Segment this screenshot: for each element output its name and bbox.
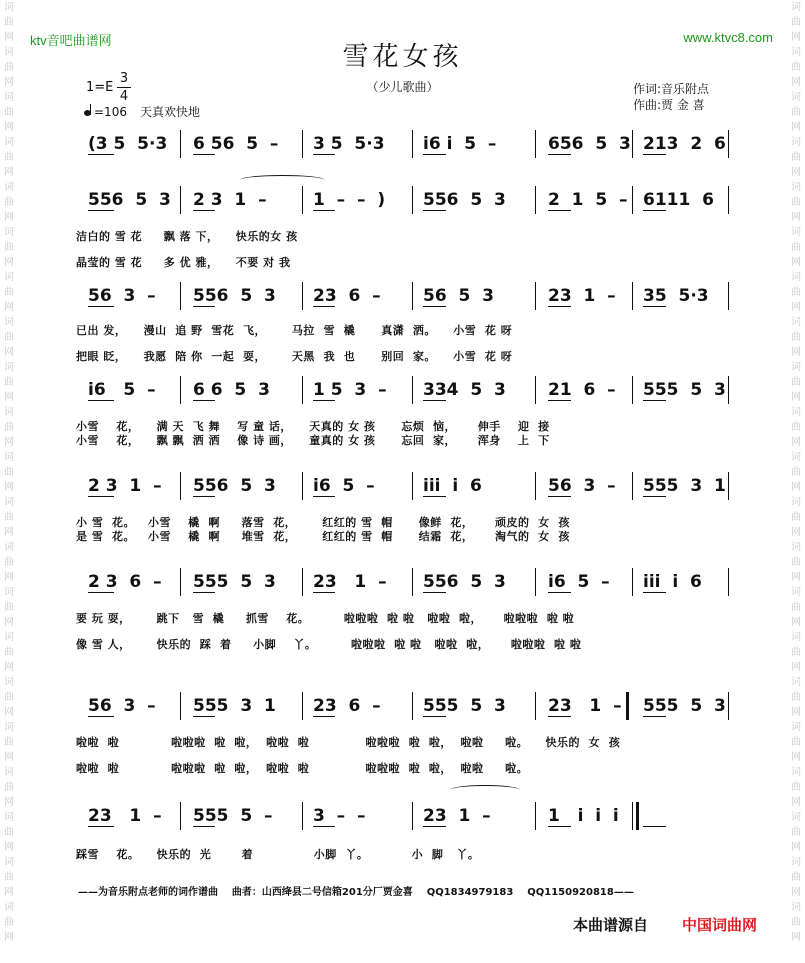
final-barline-thick — [636, 802, 639, 830]
score-measure: 556 5 3 — [423, 190, 506, 210]
beam-underline — [643, 154, 666, 155]
barline — [302, 376, 303, 404]
score-row — [80, 376, 730, 404]
barline — [302, 568, 303, 596]
watermark-right: www.ktvc8.com — [683, 30, 773, 45]
score-measure: 556 5 3 — [193, 476, 276, 496]
score-measure: 556 5 3 — [88, 190, 171, 210]
score-measure: 21 6 – — [548, 380, 616, 400]
barline — [535, 186, 536, 214]
beam-underline — [423, 306, 446, 307]
score-measure: 555 3 1 — [193, 696, 276, 716]
barline — [180, 568, 181, 596]
lyric-line: 像 雪 人， 快乐的 踩 着 小脚 丫。 啦啦啦 啦 啦 啦啦 啦， 啦啦啦 啦 啦 — [76, 638, 582, 651]
beam-underline — [313, 716, 335, 717]
score-measure: 1 – – ) — [313, 190, 386, 210]
time-sig-top: 3 — [119, 71, 129, 86]
score-measure: 656 5 3 — [548, 134, 631, 154]
lyric-line: 是 雪 花。 小雪 橇 啊 堆雪 花， 红红的 雪 帽 结霜 花， 淘气的 女 孩 — [76, 530, 570, 543]
barline — [412, 130, 413, 158]
barline — [180, 802, 181, 830]
beam-underline — [193, 154, 215, 155]
final-barline-thin — [632, 802, 633, 830]
score-measure: 555 5 3 — [643, 696, 726, 716]
barline — [180, 692, 181, 720]
barline — [535, 692, 536, 720]
barline — [728, 692, 729, 720]
beam-underline — [88, 496, 114, 497]
time-sig-bottom: 4 — [119, 89, 129, 104]
barline — [412, 692, 413, 720]
beam-underline — [193, 400, 215, 401]
lyric-line: 小雪 花， 飘 飘 洒 洒 像 诗 画， 童真的 女 孩 忘回 家， 浑身 上 下 — [76, 434, 550, 447]
score-measure: 556 5 3 — [193, 286, 276, 306]
beam-underline — [313, 210, 335, 211]
barline — [302, 282, 303, 310]
beam-underline — [423, 400, 446, 401]
score-row — [80, 692, 730, 720]
beam-underline — [548, 496, 571, 497]
lyric-line: 把眼 眨， 我愿 陪 你 一起 耍， 天黑 我 也 别回 家。 小雪 花 呀 — [76, 350, 513, 363]
score-measure: 2 3 1 – — [88, 476, 162, 496]
beam-underline — [313, 306, 335, 307]
beam-underline — [88, 826, 114, 827]
beam-underline — [548, 306, 571, 307]
composer-credit: 作曲:贾 金 喜 — [633, 98, 705, 112]
beam-underline — [548, 826, 571, 827]
beam-underline — [643, 496, 666, 497]
score-measure: 35 5·3 — [643, 286, 709, 306]
barline — [180, 376, 181, 404]
side-watermark-left: 词 曲 网 词 曲 网 词 曲 网 词 曲 网 词 曲 网 词 曲 网 词 曲 网 词 曲 网 词 曲 网 词 曲 网 词 曲 网 词 曲 网 词 曲 网 词 曲 网 词 曲 网 词 曲 网 词 曲 网 词 曲 网 词 曲 网 词 曲 网 词 曲 网 — [4, 2, 14, 943]
beam-underline — [193, 306, 215, 307]
barline — [180, 472, 181, 500]
score-measure: iii i 6 — [423, 476, 482, 496]
beam-underline — [313, 826, 335, 827]
beam-underline — [548, 400, 571, 401]
score-measure: 23 1 – — [313, 572, 387, 592]
beam-underline — [193, 496, 215, 497]
watermark-left: ktv音吧曲谱网 — [30, 33, 112, 48]
side-watermark-right: 词 曲 网 词 曲 网 词 曲 网 词 曲 网 词 曲 网 词 曲 网 词 曲 网 词 曲 网 词 曲 网 词 曲 网 词 曲 网 词 曲 网 词 曲 网 词 曲 网 词 曲 网 词 曲 网 词 曲 网 词 曲 网 词 曲 网 词 曲 网 词 曲 网 — [791, 2, 801, 943]
score-row — [80, 186, 730, 214]
lyricist-credit: 作词:音乐附点 — [633, 82, 710, 96]
barline — [632, 472, 633, 500]
beam-underline — [313, 400, 335, 401]
lyric-line: 小雪 花， 满 天 飞 舞 写 童 话， 天真的 女 孩 忘烦 恼， 伸手 迎 接 — [76, 420, 550, 433]
score-row — [80, 130, 730, 158]
barline — [302, 472, 303, 500]
tempo-mark — [84, 104, 127, 119]
beam-underline — [643, 826, 666, 827]
score-measure: 56 3 – — [548, 476, 616, 496]
score-measure: 23 1 – — [548, 696, 622, 716]
beam-underline — [423, 716, 446, 717]
beam-underline — [643, 716, 666, 717]
beam-underline — [423, 592, 446, 593]
beam-underline — [193, 210, 215, 211]
beam-underline — [193, 716, 215, 717]
barline — [302, 186, 303, 214]
beam-underline — [193, 826, 215, 827]
barline — [412, 376, 413, 404]
beam-underline — [548, 210, 571, 211]
beam-underline — [643, 592, 666, 593]
source-label: 本曲谱源自 — [573, 916, 649, 934]
score-measure: 555 5 – — [193, 806, 273, 826]
beam-underline — [643, 400, 666, 401]
score-measure: 555 5 3 — [193, 572, 276, 592]
score-measure: i6 5 – — [88, 380, 156, 400]
barline — [728, 186, 729, 214]
barline — [412, 186, 413, 214]
score-measure: 1 i i i — [548, 806, 619, 826]
barline — [412, 282, 413, 310]
barline — [632, 130, 633, 158]
score-measure: 555 5 3 — [643, 380, 726, 400]
score-measure: 334 5 3 — [423, 380, 506, 400]
beam-underline — [548, 716, 571, 717]
time-sig-line — [117, 87, 131, 88]
barline — [728, 472, 729, 500]
barline — [728, 376, 729, 404]
score-measure: 3 – – — [313, 806, 366, 826]
barline — [535, 282, 536, 310]
beam-underline — [313, 154, 335, 155]
barline — [632, 568, 633, 596]
score-row — [80, 802, 730, 830]
beam-underline — [643, 306, 666, 307]
score-measure: 6 6 5 3 — [193, 380, 270, 400]
score-measure: 6 56 5 – — [193, 134, 279, 154]
score-measure: i6 5 – — [548, 572, 610, 592]
slur-arc — [450, 785, 520, 795]
note-stem-icon — [90, 104, 91, 115]
barline — [412, 568, 413, 596]
barline — [412, 472, 413, 500]
barline — [632, 186, 633, 214]
beam-underline — [643, 210, 666, 211]
lyric-line: 晶莹的 雪 花 多 优 雅， 不要 对 我 — [76, 256, 291, 269]
score-row — [80, 568, 730, 596]
score-measure: 1 5 3 – — [313, 380, 387, 400]
score-measure: 23 6 – — [313, 286, 381, 306]
repeat-barline — [626, 692, 629, 720]
score-measure: 555 3 1 — [643, 476, 726, 496]
beam-underline — [548, 154, 571, 155]
beam-underline — [313, 592, 335, 593]
lyric-line: 已出 发， 漫山 追 野 雪花 飞， 马拉 雪 橇 真潇 洒。 小雪 花 呀 — [76, 324, 513, 337]
barline — [728, 568, 729, 596]
barline — [535, 802, 536, 830]
tempo-value: =106 — [94, 105, 127, 119]
score-measure: 2 3 1 – — [193, 190, 267, 210]
score-measure: 6111 6 — [643, 190, 714, 210]
beam-underline — [423, 826, 446, 827]
slur-arc — [240, 175, 325, 185]
barline — [632, 376, 633, 404]
score-measure: 56 3 – — [88, 286, 156, 306]
score-measure: (3 5 5·3 — [88, 134, 168, 154]
barline — [180, 130, 181, 158]
source-site: 中国词曲网 — [682, 916, 758, 934]
score-measure: 556 5 3 — [423, 572, 506, 592]
beam-underline — [88, 400, 114, 401]
barline — [302, 802, 303, 830]
score-row — [80, 282, 730, 310]
score-measure: 56 3 – — [88, 696, 156, 716]
barline — [728, 130, 729, 158]
lyric-line: 啦啦 啦 啦啦啦 啦 啦， 啦啦 啦 啦啦啦 啦 啦， 啦啦 啦。 快乐的 女 孩 — [76, 736, 621, 749]
footer-note: ——为音乐附点老师的词作谱曲 曲者：山西绛县二号信箱201分厂贾金喜 QQ1834979183 QQ1150920818—— — [78, 887, 634, 898]
score-measure: 23 1 – — [88, 806, 162, 826]
lyric-line: 小 雪 花。 小雪 橇 啊 落雪 花， 红红的 雪 帽 像鲜 花， 顽皮的 女 孩 — [76, 516, 570, 529]
score-measure: 2 1 5 – — [548, 190, 628, 210]
barline — [535, 568, 536, 596]
lyric-line: 要 玩 耍， 跳下 雪 橇 抓雪 花。 啦啦啦 啦 啦 啦啦 啦， 啦啦啦 啦 啦 — [76, 612, 575, 625]
beam-underline — [548, 592, 571, 593]
barline — [728, 282, 729, 310]
score-measure: 213 2 6 — [643, 134, 726, 154]
barline — [535, 472, 536, 500]
song-subtitle: （少儿歌曲） — [366, 80, 439, 94]
lyric-line: 洁白的 雪 花 飘 落 下， 快乐的女 孩 — [76, 230, 298, 243]
barline — [180, 186, 181, 214]
song-title: 雪花女孩 — [342, 42, 463, 72]
lyric-line: 踩雪 花。 快乐的 光 着 小脚 丫。 小 脚 丫。 — [76, 848, 480, 861]
key-signature: 1=E — [86, 80, 114, 95]
score-measure: 2 3 6 – — [88, 572, 162, 592]
beam-underline — [423, 154, 446, 155]
barline — [535, 376, 536, 404]
score-measure: i6 5 – — [313, 476, 375, 496]
barline — [632, 282, 633, 310]
barline — [535, 130, 536, 158]
score-row — [80, 472, 730, 500]
beam-underline — [423, 496, 446, 497]
beam-underline — [88, 592, 114, 593]
barline — [412, 802, 413, 830]
barline — [302, 692, 303, 720]
beam-underline — [88, 210, 114, 211]
score-measure: 23 1 – — [548, 286, 616, 306]
barline — [302, 130, 303, 158]
beam-underline — [423, 210, 446, 211]
score-measure: 555 5 3 — [423, 696, 506, 716]
beam-underline — [313, 496, 335, 497]
expression-mark: 天真欢快地 — [140, 105, 201, 119]
score-measure: 3 5 5·3 — [313, 134, 385, 154]
barline — [180, 282, 181, 310]
score-measure: 56 5 3 — [423, 286, 494, 306]
time-signature — [116, 70, 132, 105]
score-measure: iii i 6 — [643, 572, 702, 592]
score-measure: 23 6 – — [313, 696, 381, 716]
beam-underline — [193, 592, 215, 593]
beam-underline — [88, 306, 114, 307]
beam-underline — [88, 716, 114, 717]
lyric-line: 啦啦 啦 啦啦啦 啦 啦， 啦啦 啦 啦啦啦 啦 啦， 啦啦 啦。 — [76, 762, 529, 775]
score-measure: i6 i 5 – — [423, 134, 497, 154]
score-measure: 23 1 – — [423, 806, 491, 826]
beam-underline — [88, 154, 114, 155]
